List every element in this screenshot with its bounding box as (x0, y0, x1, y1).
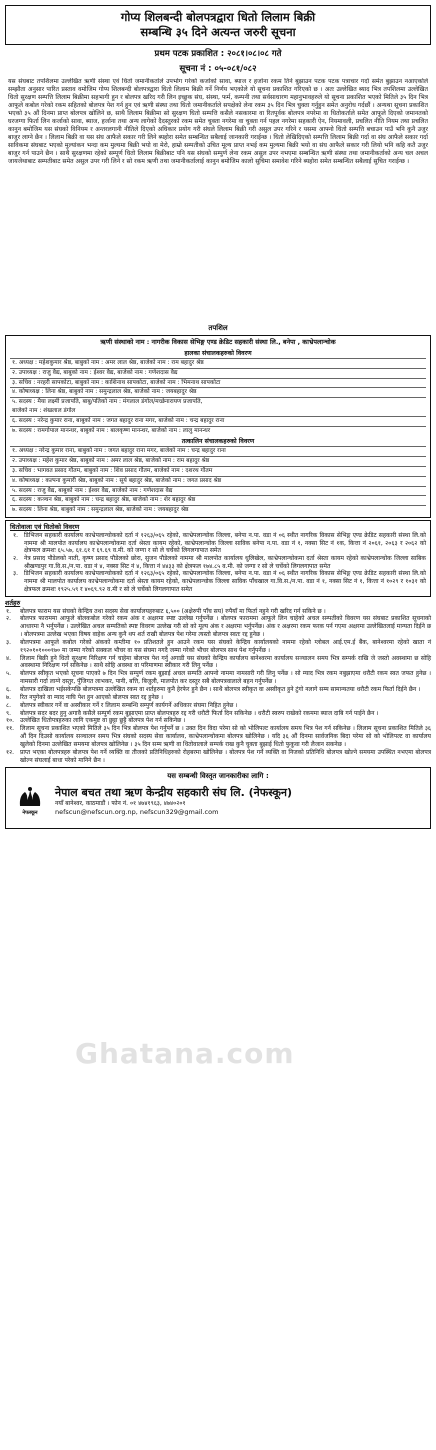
condition-item (6, 701, 431, 710)
condition-number: ९. (6, 709, 11, 717)
intro-paragraph: यस संघबाट तपशिलमा उल्लेखित ऋणी संस्था एवं धितो जमानीकर्ताले उपभोग गरेको कर्जाको सावा, ब्याज र हर्जाना रकम तिर्न बुझाउन पटक पटक पत्राचार गर्दा समेत बुझाउन नआएकोले सम्झौता अनुसार पारित प्रस्ताव वमोजिम गोप्य शिलबन्दी बोलपत्रद्वारा धितो लिलाम बिक्री गर्ने निर्णय भएकोले यो सूचना प्रकाशित गरिएको छ । अतः उल्लेखित ब्याद भित्र तपशिलमा उल्लेखित धितो सुरक्षण सम्पत्ति लिलाम बिक्रीमा सहभागी हुन र बोलपत्र खरिद गरी लिन इच्छुक संघ, संस्था, फर्म, कम्पनी तथा सर्वसाधारण महानुभावहरुले यो सूचना प्रकाशित भएको मितिले ३५ दिन भित्र आफूले कबोल गरेको रकम सहितको बोलपत्र पेश गर्न हुन एवं ऋणी संस्था तथा धितो जमानीकर्ताले सपक्षेको लेना रकम ३५ दिन भित्र चुक्ता गर्नुहुन समेत अनुरोध गर्दछौं । अन्यथा सूचना प्रकाशित भएको ३५ औं दिनमा प्राप्त बोलपत्र खोलिने छ, साथै लिलाम बिक्रीमा सो सुरक्षण धितो सम्पत्ति कसैले नसकारमा वा रितपूर्वक बोलपत्र नपरेमा वा धितोकर्ताले समेत आफूले दिएको जमानतको घरजग्गा फिर्ता लिन कर्जाको सावा, ब्याज, हर्जाना तथा अन्य लागेको दैदस्तुरको रकम समेत चुक्ता नगरेमा वा चुक्ता गर्न पहल नगरेमा सहकारी ऐन, नियमावली, प्रचलित नीति नियम तथा प्रचलित कानुन बमोजिम यस संघको विनियम र अन्तरलगानी नीतिले दिएको अधिकार प्रयोग गरी संघले लिलाम बिक्री गरी असुल उपर गरिने र यसमा आफ्नो धितो सम्पत्ति बचाउन पाउँ भनि कुनै उजुर बाजुर लाग्ने छैन । लिलाम बिक्री वा यस संघ आफैले सकार गरी लिने ब्यहोरा समेत सम्बन्धित सबैलाई जानकारी गराईन्छ । धितो लेखिदिएको सम्पत्ति लिलाम बिक्री गर्दा वा संघ आफैले सकार गर्दा साविकमा संघबाट भएको मुल्यांकन भन्दा कम मुल्यमा बिक्री भयो वा मेरो, हाम्रो सम्पतीको उचित मूल्य प्राप्त नभई कम मुल्यमा बिक्री भयो वा संघ आफैले सकार गरी लियो भनि कहि कतै उजुर बाजुर गर्न पाउने छैन । साथै सुरक्षणमा रहेको सम्पूर्ण धितो लिलाम बिक्रीबाट पनि यस संघको सम्पुर्ण लेना रकम असुल उपर नभएमा सम्बन्धित ऋणी संस्था तथा जमानीकर्ताको अन्य चल अचल जायजेथाबाट सम्पतीबाट समेत असुल उपर गरी लिने र सो रकम ऋणी तथा जमानीकर्तालाई कानुन बमोजिम कालो सुचिमा समावेश गरिने ब्यहोरा समेत सम्बन्धित सबैलाई सुचित गराईन्छ । (8, 78, 428, 166)
condition-item (6, 725, 431, 749)
condition-text: उल्लेखित धितोपत्रहरुका लागि एकमुष्ट वा छुट्टा छुट्टै बोलपत्र पेश गर्न सकिनेछ । (20, 717, 186, 725)
footer-row (11, 783, 425, 819)
collateral-box (5, 520, 431, 597)
condition-item (6, 686, 431, 694)
collateral-item (13, 555, 426, 570)
condition-item (6, 693, 431, 702)
board-member: ५. सदस्य : राजु वैद्य, बाबुको नाम : ईश्वर वैद्य, बाजेको नाम : गणेशदास वैद्य (10, 486, 426, 496)
conditions-title: शर्तहरु (5, 598, 21, 607)
collateral-item (13, 570, 426, 593)
borrower-title: ऋणी संस्थाको नाम : नागरीक विकास सेभिङ्ग एण्ड क्रेडिट सहकारी संस्था लि., बनेपा , काभ्रेपलान्चोक (100, 338, 336, 346)
board-member: ३. सचिव : नरहरी सापकोटा, बाबुको नाम : काशिनाथ सापकोटा, बाजेको नाम : भिमनाथ सापकोटा (10, 378, 426, 388)
logo-text: नेफस्कून (22, 810, 38, 817)
condition-text: बोलपत्र स्वीकृत भएको सूचना पाएको ७ दिन भित्र सम्पुर्ण रकम बुझाई अचल सम्पति आफ्नो नाममा नामसारी गरी लिनु पर्नेछ । सो म्याद भित्र रकम नबुझाएमा धरौटी रकम स्वत जफत हुनेछ । नामसारी गर्दा लाग्ने दस्तुर, पुँजिगत लाभकर, पानी, बत्ति, बिजुली, मालपोत कर दस्तुर सबै बोलपत्रवालाले बहन गर्नुपर्नेछ । (20, 670, 431, 686)
condition-item (6, 654, 431, 671)
condition-item (6, 748, 431, 765)
board-member: ६. सदस्य : कञ्चन श्रेष्ठ, बाबुको नाम : चन्द्र बहादुर श्रेष्ठ, बाजेको नाम : शेर बहादुर श्रेष्ठ (10, 495, 426, 505)
current-board-list (10, 358, 426, 435)
past-board-title: तत्कालिन संचालकहरुको विवरण (181, 438, 255, 446)
collateral-item-number: ३. (13, 570, 19, 578)
condition-number: ३. (6, 638, 11, 646)
condition-text: बोलपत्र फाराममा आफूले बोलकबोल गरेको रकम अंक र अक्षरमा स्पष्ट उल्लेख गर्नुपर्नेछ । बोलपत्र फाराममा आफूले लिन चाहेको अचल सम्पतीको विवरण यस संघबाट प्रकाशित सूचनाको आधारमा नै भर्नुपर्नेछ । उल्लेखित अचल सम्पतिको स्पष्ट विवरण उल्लेख गरी सो को मूल्य अंक र अक्षरमा भर्नुपर्नेछ। अंक र अक्षरमा रकम फरक पर्न गएमा अक्षरमा उल्लेखितलाई मान्यता दिईने छ । बोलपत्रमा उल्लेख भएका विषय वाहेक अन्य कुनै थप शर्त राखी बोलपत्र पेश गरेमा त्यस्तो बोलपत्र स्वतः रद्द हुनेछ । (20, 615, 431, 639)
tapsil-label: तपशिल (208, 324, 228, 332)
collateral-item-number: २. (13, 555, 19, 563)
condition-text: प्राप्त भएका बोलपत्रहरु बोलपत्र पेश गर्ने व्यक्ति वा तीजको प्रतिनिधिहरुको रोहबरमा खोलिनेछ । बोलपत्र पेश गर्ने व्यक्ति वा निजको प्रतिनिधि बोलपत्र खोल्ने समयमा उपस्थित नभएमा बोलपत्र खोल्न संघलाई बाधा परेको मानिने छैन । (20, 748, 431, 764)
nefscun-logo (11, 783, 49, 819)
condition-number: ५. (6, 670, 11, 678)
condition-number: १२. (6, 748, 15, 756)
condition-number: ८. (6, 701, 11, 709)
board-member: ७. सदस्य : रामगोपाल मानन्धर, बाबुको नाम : बालकृष्ण मानन्धर, बाजेको नाम : लालु मानन्धर (10, 426, 426, 436)
org-email: nefscun@nefscun.org.np, nefscun329@gmail.com (55, 807, 219, 816)
condition-item (6, 670, 431, 686)
footer-heading: यस सम्बन्धी विस्तृत जानकारीका लागि : (167, 772, 269, 781)
org-address: नयाँ बानेश्वर, काठमाडौं । फोन नं. ०१ ४७४१९६३, ४७४०२०१ (55, 799, 186, 807)
watermark: Ghatana.com (75, 1037, 295, 1070)
condition-text: बोलपत्र स्वीकार गर्ने वा अस्वीकार गर्ने र लिलाम सम्बन्धि सम्पुर्ण कार्यगर्ने अधिकार संघमा निहित हुनेछ । (20, 701, 238, 709)
condition-text: लिलाम सूचना प्रकाशित भएको मितिले ३५ दिन भित्र बोलपत्र पेश गर्नुपर्ने छ । उक्त दिन विदा परेमा सो को भोलिपल्ट कार्यालय समय भित्र पेश गर्न सकिनेछ । लिलाम सूचना प्रकाशित मितिले ३६ औं दिन दिउसो कार्यालय सञ्चालन समय भित्र संघको सदस्य सेवा कार्यालय, काभ्रेपलान्चोकमा बोलपत्र खोलिनेछ । यदि ३६ औं दिनमा सार्वजनिक बिदा परेमा सो को भोलिपल्ट वा कार्यालय खुलेको दिनमा उल्लेखित समयमा बोलपत्र खोलिनेछ । ३५ दिन सम्म ऋणी वा धितोवालाले सम्पर्क राख कुनै चुक्ता बुझाई धितो फुकुवा गरी लैजान सकनेछ । (20, 725, 431, 748)
conditions-section (5, 599, 431, 765)
condition-text: बोलपत्र दाखिला भईसकेपछि बोलपत्रमा उल्लेखित रकम वा शर्तहरुमा कुनै हेरफेर हुने छैन । साथै बोलपत्र स्वीकृत वा अस्वीकृत हुने टुंगो नलागे सम्म सामान्यतया धरौटी रकम फिर्ता दिईने छैन । (20, 686, 421, 694)
collateral-item-text: डिभिजन सहकारी कार्यालय काभ्रेपलान्चोकको दर्ता नं १२६३/०६५ रहेको, काभ्रेपलान्चोक जिल्ला, बनेपा न.पा. वडा नं ०६ स्थीत नागरिक विकास सेभिङ्ग एण्ड क्रेडिट सहकारी संस्था लि.को नाममा श्री मालपोत कार्यालय काभ्रेपलान्चोकमा दर्ता श्रेस्ता कायम रहेको, काभ्रेपलान्चोक जिल्ला साविक पाँचखाल गा.वि.स./न.पा. वडा नं १, नक्सा सिट नं १, कित्ता नं १०२९ र १०३१ को क्षेत्रफल क्रमशः १९२५.५९ र ४०६९.९२ व.मी र सो ले चर्चेको लिगलगापात समेत (24, 570, 426, 593)
condition-number: ७. (6, 693, 11, 701)
condition-text: बोलपत्र फाराम यस संघको केन्द्रिय तथा सदस्य सेवा कार्यालयहरुबाट ६,५०० (अक्षेरुपी पाँच सय) रुपैयाँ मा फिर्ता नहुने गरी खरिद गर्न सकिने छ । (20, 607, 326, 615)
collateral-item-text: डिभिजन सहकारी कार्यालय काभ्रेपलान्चोकको दर्ता नं १२६३/०६५ रहेको, काभ्रेपलान्चोक जिल्ला, बनेपा न.पा. वडा नं ०६ स्थीत नागरिक विकास सेभिङ्ग एण्ड क्रेडिट सहकारी संस्था लि.को नाममा श्री मालपोत कार्यालय काभ्रेपलान्चोकमा दर्ता श्रेस्ता कायम रहेको, काभ्रेपलान्चोक जिल्ला साविक बनेपा न.पा. वडा नं १, नक्सा सिट नं १क, कित्ता नं २०६१, २०६३ र २०६२ को क्षेत्रफल क्रमशः ६५.५७, ६१.६१ र ६९.६९ व.मी. को जग्गा र सो ले चर्चेको लिगलगापात समेत (24, 531, 426, 555)
board-member: ४. कोषाध्यक्ष : लिना श्रेष्ठ, बाबुको नाम : समुन्द्रलाल श्रेष्ठ, बाजेको नाम : जयबहादुर श्रेष्ठ (10, 387, 426, 397)
board-member: ६. सदस्य : नरेन्द्र कुमार राना, बाबुको नाम : जगत बहादुर राना मगर, बाजेको नाम : चन्द्र बहादुर राना (10, 416, 426, 426)
contact-footer (5, 767, 431, 829)
condition-text: बोलपत्र सदर बदर हुनु अगावै कसैले सम्पुर्ण रकम बुझाएमा प्राप्त बोलपत्रहरु रद्द गरी धरौटी फिर्ता दिन सकिनेछ । धरौटी स्वरुप राखेको रकममा ब्याज दाबि गर्न पाईने छैन । (20, 709, 379, 717)
board-member: १. अध्यक्ष : महेशकुमार श्रेष्ठ, बाबुको नाम : अमर लाल श्रेष्ठ, बाजेको नाम : राम बहादुर श्रेष्ठ (10, 358, 426, 368)
condition-number: ४. (6, 654, 11, 662)
board-member: २. उपाध्यक्ष : राजु वैद्य, बाबुको नाम : ईश्वर वैद्य, बाजेको नाम : गणेशदास वैद्य (10, 368, 426, 378)
board-member: ४. कोषाध्यक्ष : कल्पना कुमारी श्रेष्ठ, बाबुको नाम : सूर्य बहादुर श्रेष्ठ, बाजेको नाम : जगत प्रसाद श्रेष्ठ (10, 476, 426, 486)
past-board-list (10, 446, 426, 515)
hands-logo-icon (17, 786, 43, 810)
collateral-item-number: १. (13, 531, 19, 539)
board-member: १. अध्यक्ष : नरेन्द्र कुमार राना, बाबुको नाम : जगत बहादुर राना मगर, बाजेको नाम : चन्द्र बहादुर राना (10, 446, 426, 456)
header-title-line-2: सम्बन्धि ३५ दिने अत्यन्त जरुरी सूचना (140, 25, 296, 39)
board-member: ७. सदस्य : लिना श्रेष्ठ, बाबुको नाम : समुन्द्रलाल श्रेष्ठ, बाजेको नाम : जयबहादुर श्रेष्ठ (10, 505, 426, 515)
board-member: २. उपाध्यक्ष : महेश कुमार श्रेष्ठ, बाबुको नाम : अमर लाल श्रेष्ठ, बाजेको नाम : राम बहादुर श्रेष्ठ (10, 456, 426, 466)
condition-item (6, 615, 431, 639)
collateral-title: धितोवाला एवं धितोको विवरण (10, 522, 80, 531)
collateral-item-text: नेत्र प्रसाद पौडेलको नाती, कृष्ण प्रसाद पौडेलको छोरा, सुजन पौडेलको नाममा श्री मालपोत कार्यालय धुलिखेल, काभ्रेपलान्चोकमा दर्ता श्रेस्ता कायम रहेको काभ्रेपलान्चोक जिल्ला साबिक श्रीखण्डपुर गा.वि.स./न.पा. वडा नं ४, नक्सा सिट नं ४, कित्ता नं ४४३३ को क्षेत्रफल १७४.८५ व.मी. को जग्गा र सो ले चर्चेको लिगलगापात समेत (24, 555, 426, 570)
board-member: ५. सदस्य : मैया लक्ष्मी प्रजापति, बाबु/पतिको नाम : मंगलाल डंगोल/मच्छेनारायण प्रजापति, (10, 397, 426, 407)
publish-date: प्रथम पटक प्रकाशित : २०८१।०८।०८ गते (154, 49, 282, 59)
current-board-title: हालका संचालकहरुको विवरण (184, 350, 252, 357)
condition-number: १०. (6, 717, 15, 725)
condition-number: २. (6, 615, 11, 623)
board-member: बाजेको नाम : शंखलाल डंगोल (12, 407, 76, 414)
board-member: ३. सचिव : भागवत प्रसाद गौतम, बाबुको नाम : शिव प्रसाद गौतम, बाजेको नाम : दशरथ गौतम (10, 466, 426, 476)
condition-number: ११. (6, 725, 15, 733)
org-details (49, 786, 292, 817)
condition-number: ६. (6, 686, 11, 694)
condition-number: १. (6, 607, 11, 615)
org-name: नेपाल बचत तथा ऋण केन्द्रीय सहकारी संघ लि. (नेफस्कून) (55, 785, 293, 799)
borrower-box (5, 335, 431, 518)
notice-header (5, 5, 431, 45)
condition-item (6, 638, 431, 655)
header-title-line-1: गोप्य शिलबन्दी बोलपत्रद्वारा धितो लिलाम बिक्री (120, 10, 316, 24)
condition-text: बोलपत्रमा आफूले कबोल गरेको अंकको कम्तीमा १० प्रतिशतले हुन आउने रकम यस संघको केन्द्रिय कार्यालयको नाममा रहेको ग्लोबल आई.एम.ई बैंक, बानेश्वरमा रहेको खाता नं १९२०१०१०००१७० मा जम्मा गरेको सक्कल भौचर वा यस संघमा नगदै जम्मा गरेको भौचर बोलपत्र साथ पेश गर्नुपर्नेछ । (20, 638, 431, 654)
notice-page (5, 5, 431, 1440)
condition-text: लिलाम बिक्री हुने धितो सुरक्षण निरिक्षण गर्न चाहेमा बोलपत्र पेश गर्नु अगाडी यस संघको केन्द्रिय कार्यालय बानेश्वरमा कार्यालय सञ्चालन समय भित्र सम्पर्क राखि जे जस्तो अवस्थामा छ सोहि अवस्थामा निरिक्षण गर्न सकिनेछ । साथै सोहि अवस्था वा परिमाणमा स्वीकार गरी लिनु पर्नेछ । (20, 654, 431, 670)
collateral-item (13, 531, 426, 555)
condition-text: रित नपुगेको वा म्याद नाघि पेश हुन आएको बोलपत्र स्वत रद्द हुनेछ । (20, 693, 163, 701)
notice-number: सूचना नं : ०५-०८१/०८२ (179, 64, 257, 74)
